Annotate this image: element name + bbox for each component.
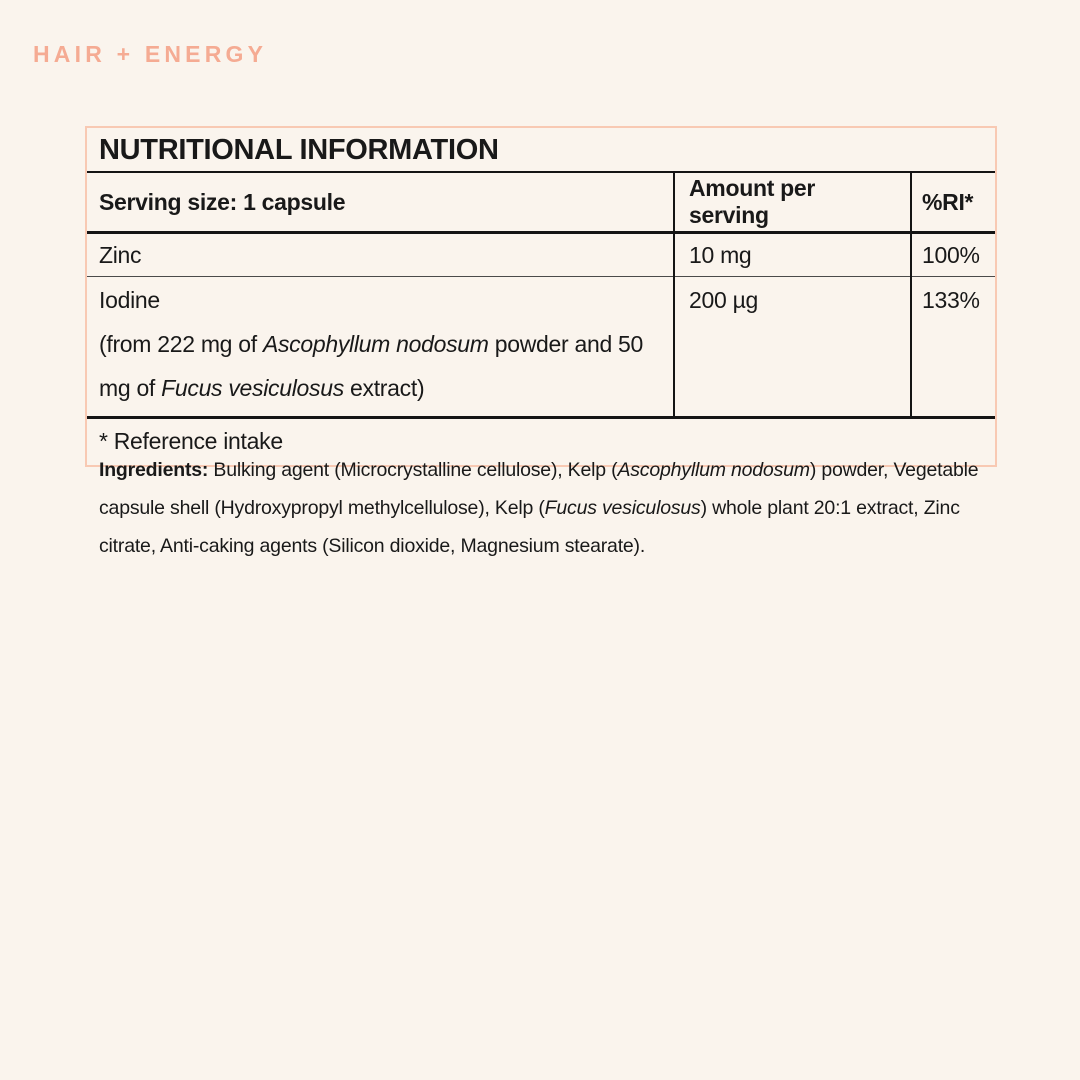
table-header-row <box>87 172 995 233</box>
header-serving-size: Serving size: 1 capsule <box>87 172 674 233</box>
table-row-iodine <box>87 277 995 418</box>
nutrition-table-container <box>85 126 997 467</box>
header-ri: %RI* <box>911 172 995 233</box>
ri-value-iodine: 133% <box>911 277 995 418</box>
brand-title: HAIR + ENERGY <box>33 41 268 67</box>
ingredients-paragraph: Ingredients: Bulking agent (Microcrystalline cellulose), Kelp (Ascophyllum nodosum) powder, Vegetable capsule shell (Hydroxypropyl methylcellulose), Kelp (Fucus vesiculosus) whole plant 20:1 extract, Zinc citrate, Anti-caking agents (Silicon dioxide, Magnesium stearate). <box>99 459 979 557</box>
nutrition-table <box>87 128 995 465</box>
ri-value-zinc: 100% <box>911 233 995 277</box>
table-title-row <box>87 128 995 172</box>
nutrient-name-zinc: Zinc <box>87 233 674 277</box>
nutrient-cell-iodine <box>87 277 674 418</box>
nutrient-detail-iodine: (from 222 mg of Ascophyllum nodosum powder and 50 mg of Fucus vesiculosus extract) <box>99 331 644 401</box>
header-amount-per-serving: Amount per serving <box>674 172 911 233</box>
reference-intake-footnote: * Reference intake <box>99 428 283 455</box>
table-row-zinc <box>87 233 995 277</box>
table-title: NUTRITIONAL INFORMATION <box>87 128 995 172</box>
nutrient-name-iodine: Iodine <box>99 287 160 313</box>
amount-value-iodine: 200 µg <box>674 277 911 418</box>
ingredients-label: Ingredients: <box>99 459 214 481</box>
amount-value-zinc: 10 mg <box>674 233 911 277</box>
